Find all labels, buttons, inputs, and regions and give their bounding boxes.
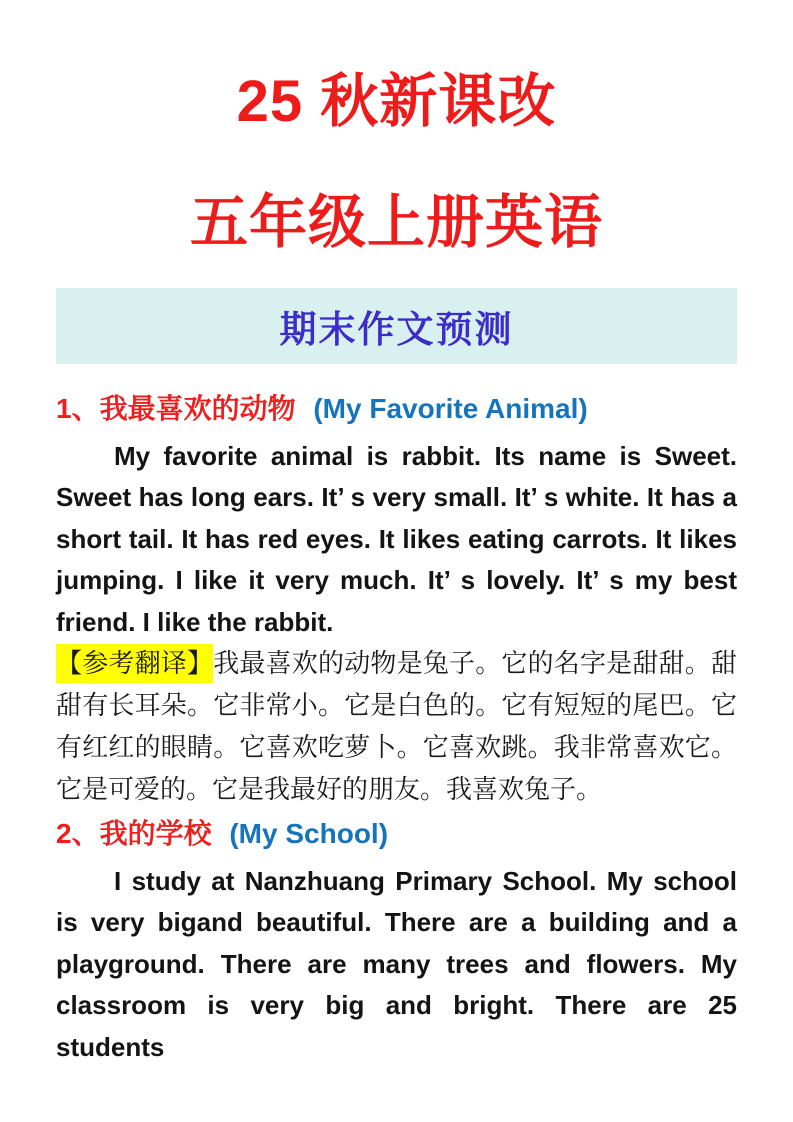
translation-text: 我最喜欢的动物是兔子。它的名字是甜甜。甜甜有长耳朵。它非常小。它是白色的。它有短短的尾巴。它有红红的眼睛。它喜欢吃萝卜。它喜欢跳。我非常喜欢它。它是可爱的。它是我最好的朋友。我喜欢兔子。 bbox=[56, 648, 737, 804]
section1-heading bbox=[56, 390, 737, 428]
main-title-line2: 五年级上册英语 bbox=[189, 189, 603, 255]
section1-heading-english: (My Favorite Animal) bbox=[313, 392, 588, 424]
document-body bbox=[56, 390, 737, 1068]
section1-heading-chinese: 1、我最喜欢的动物 bbox=[56, 392, 296, 424]
section2-heading-chinese: 2、我的学校 bbox=[56, 817, 212, 849]
section2-heading bbox=[56, 815, 737, 853]
section2-essay-text: I study at Nanzhuang Primary School. My school is very bigand beautiful. There are a building and a playground. There are many trees and flowers. My classroom is very big and bright. There are 25 students bbox=[56, 865, 737, 1062]
main-title-line1: 25 秋新课改 bbox=[236, 69, 557, 134]
section1-essay-text: My favorite animal is rabbit. Its name is Sweet. Sweet has long ears. It’ s very small. It’ s white. It has a short tail. It has red eyes. It likes eating carrots. It likes jumping. I like it very much. It’ s lovely. It’ s my best friend. I like the rabbit. bbox=[56, 440, 737, 637]
banner bbox=[56, 288, 737, 364]
section1-translation bbox=[56, 643, 737, 810]
translation-label: 【参考翻译】 bbox=[56, 644, 213, 683]
banner-title: 期末作文预测 bbox=[279, 308, 514, 350]
section2-heading-english: (My School) bbox=[229, 817, 389, 849]
